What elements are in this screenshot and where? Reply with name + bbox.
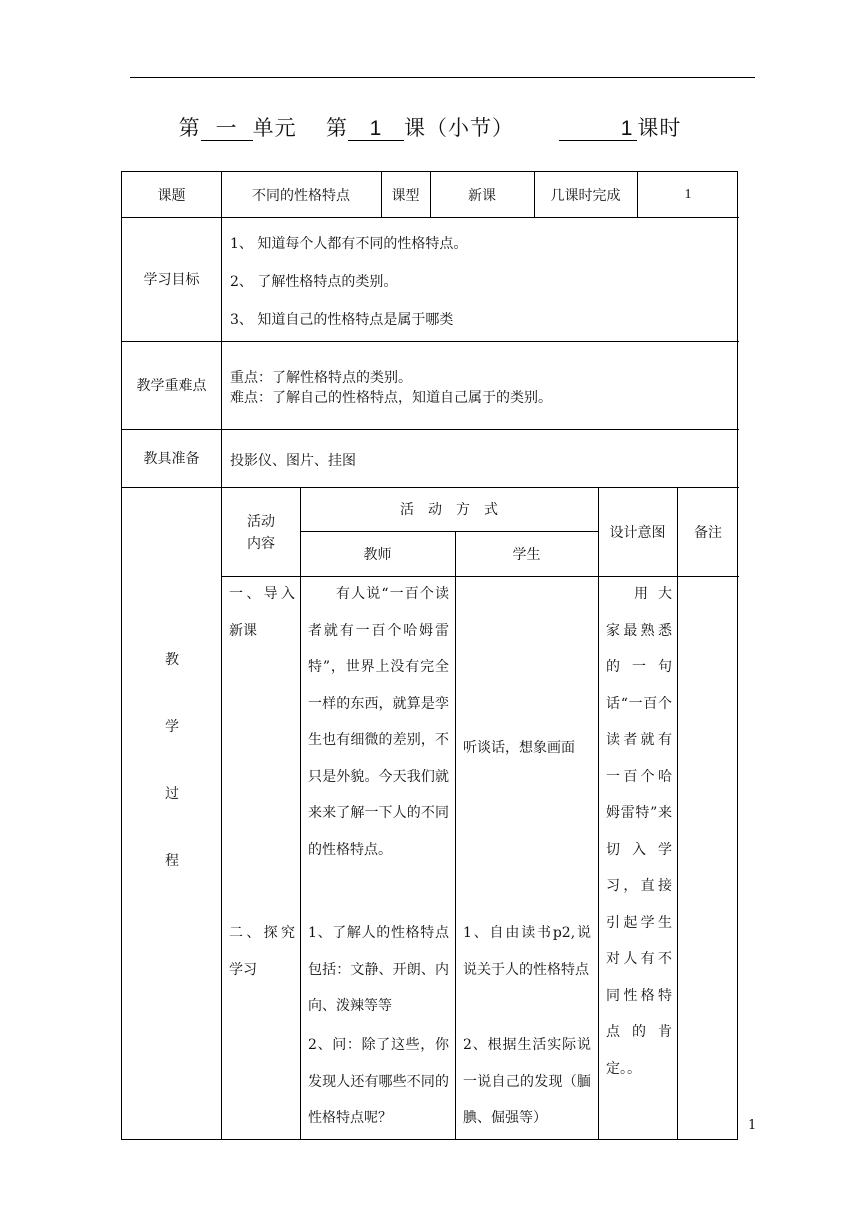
process-side-char: 程 [165, 853, 179, 869]
design-intent-text: 用大家最熟悉的一句话“一百个读者就有一百个哈姆雷特”来切入学习，直接引起学生对人有不同性格特点的肯定。。 [606, 586, 672, 1077]
teacher-step-1: 1、了解人的性格特点包括：文静、开朗、内向、泼辣等等 [308, 925, 449, 1014]
key-point-focus: 重点：了解性格特点的类别。 [230, 370, 412, 386]
tools-value: 投影仪、图片、挂图 [230, 453, 356, 469]
intent-header: 设计意图 [609, 524, 666, 541]
duration-value: 1 [684, 186, 692, 202]
objective-item: 3、 知道自己的性格特点是属于哪类 [230, 312, 454, 328]
key-points-label: 教学重难点 [136, 378, 207, 394]
topic-label: 课题 [157, 187, 186, 204]
key-point-difficulty: 难点：了解自己的性格特点，知道自己属于的类别。 [230, 390, 552, 406]
activity-explore: 二、探究学习 [229, 925, 295, 978]
process-side-char: 学 [165, 719, 179, 735]
lesson-label: 课（小节） [404, 116, 514, 140]
period-label: 课时 [637, 116, 682, 140]
page-number: 1 [748, 1118, 757, 1133]
student-step-2: 2、根据生活实际说一说自己的发现（腼腆、倔强等） [463, 1037, 591, 1126]
objectives-label: 学习目标 [143, 272, 200, 288]
objective-item: 2、 了解性格特点的类别。 [230, 274, 398, 290]
student-step-1: 1、自由读书p2,说说关于人的性格特点 [463, 925, 591, 978]
lesson-number: 1 [348, 118, 404, 141]
unit-number: 一 [201, 118, 253, 141]
lesson-prefix: 第 [326, 116, 348, 140]
type-value: 新课 [468, 187, 496, 204]
mode-header: 活 动 方 式 [400, 502, 498, 518]
activity-intro: 一、导入新课 [229, 586, 295, 639]
title-prefix: 第 [178, 116, 201, 140]
period-number: 1 [559, 118, 637, 141]
header-rule [130, 77, 755, 78]
process-side-char: 过 [165, 786, 179, 802]
topic-value: 不同的性格特点 [252, 187, 350, 204]
objective-item: 1、 知道每个人都有不同的性格特点。 [230, 236, 468, 252]
note-header: 备注 [694, 524, 722, 541]
lesson-title [0, 112, 860, 142]
student-intro-text: 听谈话，想象画面 [463, 740, 575, 756]
process-side-char: 教 [165, 652, 179, 668]
duration-label: 几课时完成 [550, 187, 621, 204]
student-header: 学生 [512, 546, 541, 563]
tools-label: 教具准备 [143, 451, 200, 467]
unit-label: 单元 [252, 116, 297, 140]
teacher-step-2: 2、问：除了这些，你发现人还有哪些不同的性格特点呢？ [308, 1037, 449, 1126]
teacher-intro-text: 有人说“一百个读者就有一百个哈姆雷特”，世界上没有完全一样的东西，就算是孪生也有细微的差别，不只是外貌。今天我们就来来了解一下人的不同的性格特点。 [308, 586, 449, 858]
lesson-plan-table [121, 171, 738, 1140]
type-label: 课型 [391, 187, 420, 204]
teacher-header: 教师 [363, 546, 392, 563]
activity-header: 活动内容 [247, 514, 275, 552]
